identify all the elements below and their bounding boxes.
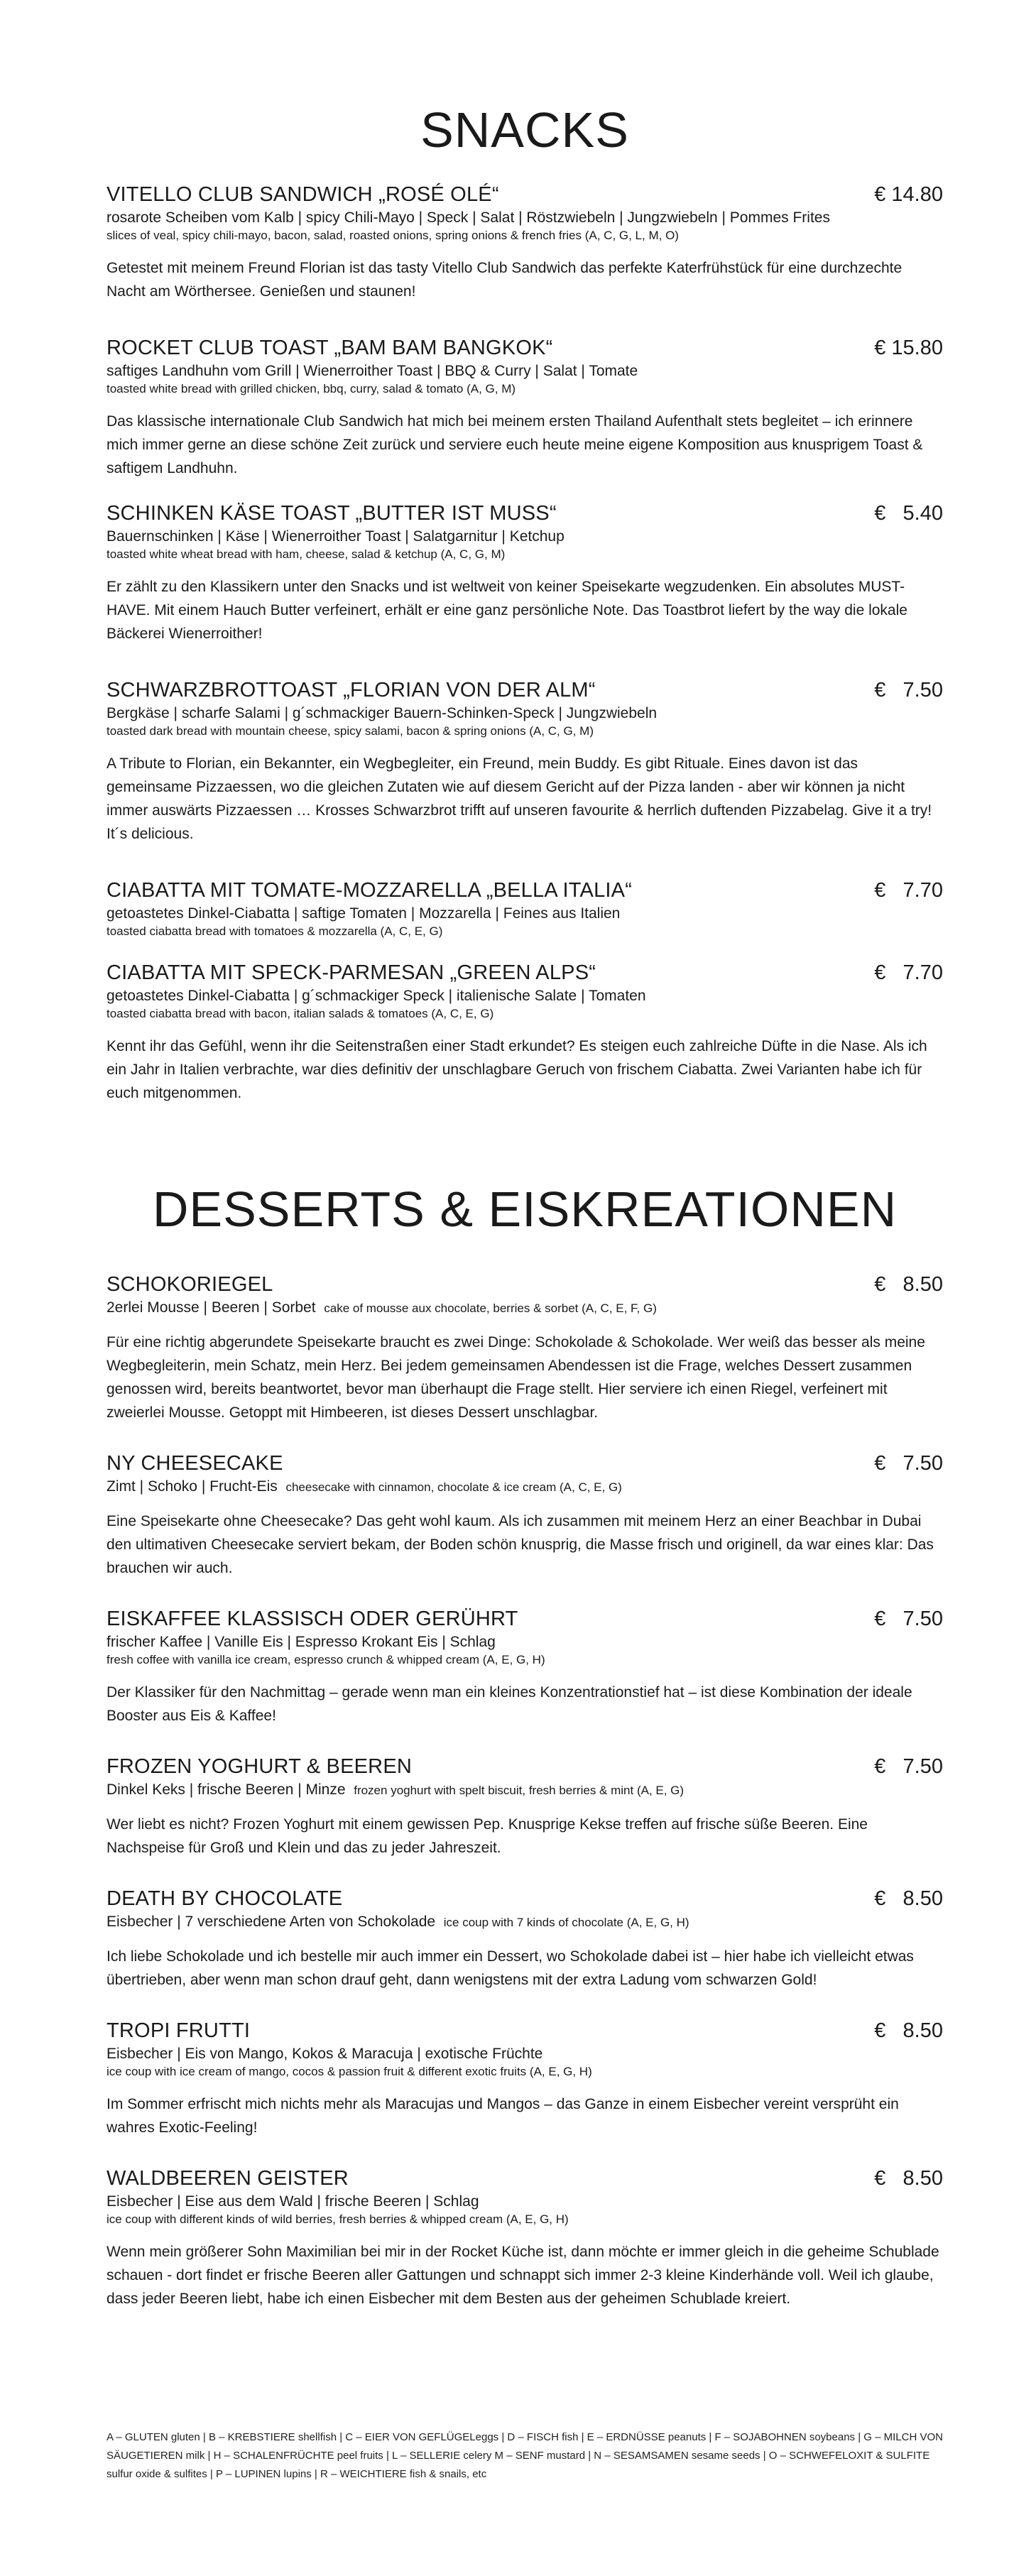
item-ingredients-de: Eisbecher | 7 verschiedene Arten von Schokolade [107, 1914, 436, 1930]
item-description-de [107, 904, 943, 923]
snacks-list [107, 181, 943, 1133]
item-ingredients-en: toasted ciabatta bread with bacon, italian salads & tomatoes (A, C, E, G) [107, 1007, 494, 1020]
snacks-section-title: SNACKS [420, 102, 629, 158]
item-ingredients-de: getoastetes Dinkel-Ciabatta | g´schmackiger Speck | italienische Salate | Tomaten [107, 988, 646, 1004]
item-name: EISKAFFEE KLASSISCH ODER GERÜHRT [107, 1608, 518, 1630]
item-name: FROZEN YOGHURT & BEEREN [107, 1755, 413, 1778]
item-header [107, 1753, 943, 1780]
item-story: Kennt ihr das Gefühl, wenn ihr die Seitenstraßen einer Stadt erkundet? Es steigen euch zahlreiche Düfte in die Nase. Als ich ein Jahr in Italien verbrachte, war dies definitiv der unschlagbare Geruch von frischem Ciabatta. Zwei Varianten habe ich für euch mitgenommen. [107, 1038, 927, 1101]
item-ingredients-de: Dinkel Keks | frische Beeren | Minze [107, 1781, 346, 1798]
item-price: € 7.50 [874, 679, 943, 702]
item-price: € 15.80 [874, 337, 943, 359]
item-header [107, 334, 943, 361]
item-name: NY CHEESECAKE [107, 1452, 283, 1475]
item-story: Im Sommer erfrischt mich nichts mehr als Maracujas und Mangos – das Ganze in einem Eisbecher vereint versprüht ein wahres Exotic-Feeling! [107, 2096, 899, 2136]
item-header [107, 1605, 943, 1632]
item-header [107, 500, 943, 527]
snacks-menu-item [107, 677, 943, 846]
item-description-de [107, 704, 943, 723]
item-ingredients-en: toasted ciabatta bread with tomatoes & mozzarella (A, C, E, G) [107, 924, 443, 938]
item-name: SCHOKORIEGEL [107, 1273, 273, 1296]
item-header [107, 1450, 943, 1477]
item-ingredients-en: toasted white wheat bread with ham, cheese, salad & ketchup (A, C, G, M) [107, 547, 506, 561]
item-name: WALDBEEREN GEISTER [107, 2167, 349, 2190]
item-name: ROCKET CLUB TOAST „BAM BAM BANGKOK“ [107, 337, 553, 359]
item-ingredients-de: rosarote Scheiben vom Kalb | spicy Chili-Mayo | Speck | Salat | Röstzwiebeln | Jungzwiebeln | Pommes Frites [107, 209, 830, 226]
item-story: Wenn mein größerer Sohn Maximilian bei mir in der Rocket Küche ist, dann möchte er immer gleich in die geheime Schublade schauen - dort findet er frische Beeren aller Gattungen und schnappt sich immer 2-3 kleine Kinderhände voll. Weil ich glaube, dass jeder Beeren liebt, habe ich einen Eisbecher mit dem Besten aus der geheimen Schublade kreiert. [107, 2244, 939, 2307]
item-header [107, 181, 943, 208]
item-price: € 8.50 [874, 2019, 943, 2042]
item-price: € 8.50 [874, 1887, 943, 1910]
desserts-menu-item [107, 2017, 943, 2139]
item-price: € 8.50 [874, 1273, 943, 1296]
desserts-section-title: DESSERTS & EISKREATIONEN [152, 1181, 898, 1237]
desserts-menu-item [107, 1271, 943, 1424]
snacks-menu-item [107, 877, 943, 939]
item-ingredients-de: saftiges Landhuhn vom Grill | Wienerroither Toast | BBQ & Curry | Salat | Tomate [107, 363, 638, 379]
item-name: TROPI FRUTTI [107, 2019, 251, 2042]
item-ingredients-de: Bergkäse | scharfe Salami | g´schmackiger Bauern-Schinken-Speck | Jungzwiebeln [107, 705, 658, 721]
item-ingredients-en: toasted white bread with grilled chicken, bbq, curry, salad & tomato (A, G, M) [107, 382, 516, 395]
item-ingredients-en: frozen yoghurt with spelt biscuit, fresh berries & mint (A, E, G) [354, 1784, 685, 1797]
item-story: Das klassische internationale Club Sandwich hat mich bei meinem ersten Thailand Aufenthalt stets begleitet – ich erinnere mich immer gerne an diese schöne Zeit zurück und serviere euch heute meine eigene Komposition aus knusprigem Toast & saftigem Landhuhn. [107, 413, 923, 476]
item-description-de [107, 1780, 943, 1800]
item-ingredients-de: Zimt | Schoko | Frucht-Eis [107, 1478, 278, 1495]
item-ingredients-de: Eisbecher | Eis von Mango, Kokos & Maracuja | exotische Früchte [107, 2046, 543, 2062]
item-price: € 7.70 [874, 961, 943, 984]
item-ingredients-en: ice coup with 7 kinds of chocolate (A, E, G, H) [443, 1916, 689, 1929]
item-description-de [107, 2044, 943, 2063]
item-story: A Tribute to Florian, ein Bekannter, ein Wegbegleiter, ein Freund, mein Buddy. Es gibt Rituale. Eines davon ist das gemeinsame Pizzaessen, wo die gleichen Zutaten wie auf diesem Gericht auf der Pizza landen - aber wir können ja nicht immer auswärts Pizzaessen … Krosses Schwarzbrot trifft auf unseren favourite & herrlich duftenden Pizzabelag. Give it a try! It´s delicious. [107, 755, 932, 842]
item-header [107, 1271, 943, 1298]
item-ingredients-en: slices of veal, spicy chili-mayo, bacon, salad, roasted onions, spring onions & french fries (A, C, G, L, M, O) [107, 229, 679, 242]
desserts-menu-item [107, 1605, 943, 1728]
item-price: € 7.50 [874, 1452, 943, 1475]
item-price: € 14.80 [874, 183, 943, 206]
item-header [107, 877, 943, 904]
item-name: CIABATTA MIT TOMATE-MOZZARELLA „BELLA ITALIA“ [107, 879, 633, 902]
item-description-de [107, 1477, 943, 1497]
item-header [107, 677, 943, 704]
desserts-menu-item [107, 2165, 943, 2310]
item-price: € 7.50 [874, 1608, 943, 1630]
item-header [107, 2165, 943, 2192]
snacks-menu-item [107, 959, 943, 1105]
desserts-list [107, 1271, 943, 2332]
item-ingredients-en: ice coup with ice cream of mango, cocos & passion fruit & different exotic fruits (A, E, G, H) [107, 2065, 592, 2078]
item-description-de [107, 1298, 943, 1318]
desserts-menu-item [107, 1753, 943, 1860]
item-description-de [107, 208, 943, 227]
snacks-menu-item [107, 500, 943, 645]
item-ingredients-de: frischer Kaffee | Vanille Eis | Espresso Krokant Eis | Schlag [107, 1634, 496, 1650]
item-ingredients-de: Bauernschinken | Käse | Wienerroither Toast | Salatgarnitur | Ketchup [107, 528, 565, 545]
item-description-de [107, 986, 943, 1005]
item-description-de [107, 1912, 943, 1932]
item-story: Der Klassiker für den Nachmittag – gerade wenn man ein kleines Konzentrationstief hat – ist diese Kombination der ideale Booster aus Eis & Kaffee! [107, 1684, 912, 1724]
item-price: € 8.50 [874, 2167, 943, 2190]
item-name: DEATH BY CHOCOLATE [107, 1887, 343, 1910]
item-story: Getestet mit meinem Freund Florian ist das tasty Vitello Club Sandwich das perfekte Katerfrühstück für eine durchzechte Nacht am Wörthersee. Genießen und staunen! [107, 260, 903, 300]
item-ingredients-en: fresh coffee with vanilla ice cream, espresso crunch & whipped cream (A, E, G, H) [107, 1653, 545, 1666]
desserts-menu-item [107, 1450, 943, 1580]
item-price: € 7.50 [874, 1755, 943, 1778]
item-description-de [107, 361, 943, 381]
item-ingredients-en: ice coup with different kinds of wild berries, fresh berries & whipped cream (A, E, G, H) [107, 2212, 569, 2226]
item-ingredients-de: getoastetes Dinkel-Ciabatta | saftige Tomaten | Mozzarella | Feines aus Italien [107, 905, 621, 922]
item-description-de [107, 527, 943, 546]
item-price: € 7.70 [874, 879, 943, 902]
item-header [107, 959, 943, 986]
item-name: CIABATTA MIT SPECK-PARMESAN „GREEN ALPS“ [107, 961, 596, 984]
item-story: Eine Speisekarte ohne Cheesecake? Das geht wohl kaum. Als ich zusammen mit meinem Herz an einer Beachbar in Dubai den ultimativen Cheesecake serviert bekam, der Boden schön knusprig, die Masse frisch und originell, da war eines klar: Das brauchen wir auch. [107, 1513, 934, 1576]
item-story: Für eine richtig abgerundete Speisekarte braucht es zwei Dinge: Schokolade & Schokolade. Wer weiß das besser als meine Wegbegleiterin, mein Schatz, mein Herz. Bei jedem gemeinsamen Abendessen ist die Frage, welches Dessert zusammen genossen wird, bereits beantwortet, bevor man überhaupt die Frage stellt. Hier serviere ich einen Riegel, verfeinert mit zweierlei Mousse. Getoppt mit Himbeeren, ist dieses Dessert unschlagbar. [107, 1334, 925, 1421]
item-name: SCHWARZBROTTOAST „FLORIAN VON DER ALM“ [107, 679, 596, 702]
item-ingredients-en: cake of mousse aux chocolate, berries & sorbet (A, C, E, F, G) [324, 1301, 657, 1315]
item-name: VITELLO CLUB SANDWICH „ROSÉ OLÉ“ [107, 183, 499, 206]
item-price: € 5.40 [874, 502, 943, 525]
item-ingredients-en: toasted dark bread with mountain cheese, spicy salami, bacon & spring onions (A, C, G, M) [107, 724, 594, 738]
snacks-menu-item [107, 181, 943, 303]
item-description-de [107, 1632, 943, 1652]
allergen-legend: A – GLUTEN gluten | B – KREBSTIERE shellfish | C – EIER VON GEFLÜGELeggs | D – FISCH fish | E – ERDNÜSSE peanuts | F – SOJABOHNEN soybeans | G – MILCH VON SÄUGETIEREN milk | H – SCHALENFRÜCHTE peel fruits | L – SELLERIE celery M – SENF mustard | N – SESAMSAMEN sesame seeds | O – SCHWEFELOXIT & SULFITE sulfur oxide & sulfites | P – LUPINEN lupins | R – WEICHTIERE fish & snails, etc [107, 2431, 943, 2480]
item-description-de [107, 2192, 943, 2211]
item-ingredients-en: cheesecake with cinnamon, chocolate & ice cream (A, C, E, G) [285, 1480, 622, 1494]
item-story: Er zählt zu den Klassikern unter den Snacks und ist weltweit von keiner Speisekarte wegzudenken. Ein absolutes MUST-HAVE. Mit einem Hauch Butter verfeinert, erhält er eine ganz persönliche Note. Das Toastbrot liefert by the way die lokale Bäckerei Wienerroither! [107, 579, 907, 642]
item-story: Wer liebt es nicht? Frozen Yoghurt mit einem gewissen Pep. Knusprige Kekse treffen auf frische süße Beeren. Eine Nachspeise für Groß und Klein und das zu jeder Jahreszeit. [107, 1816, 868, 1856]
item-name: SCHINKEN KÄSE TOAST „BUTTER IST MUSS“ [107, 502, 557, 525]
item-ingredients-de: 2erlei Mousse | Beeren | Sorbet [107, 1299, 316, 1316]
item-story: Ich liebe Schokolade und ich bestelle mir auch immer ein Dessert, wo Schokolade dabei ist – hier habe ich vielleicht etwas übertrieben, aber wenn man schon drauf geht, dann wenigstens mit der extra Ladung vom schwarzen Gold! [107, 1948, 914, 1988]
item-header [107, 2017, 943, 2044]
item-header [107, 1885, 943, 1912]
snacks-menu-item [107, 334, 943, 480]
item-ingredients-de: Eisbecher | Eise aus dem Wald | frische Beeren | Schlag [107, 2193, 479, 2210]
desserts-menu-item [107, 1885, 943, 1992]
